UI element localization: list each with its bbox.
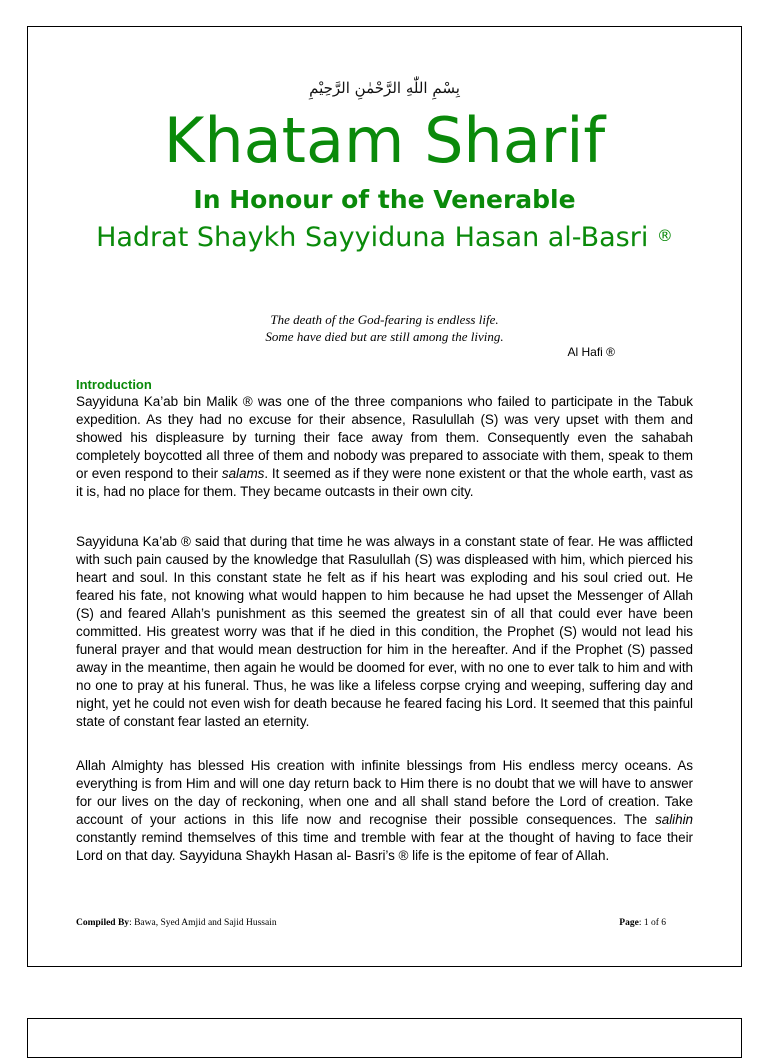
- paragraph-2: Sayyiduna Ka’ab ® said that during that time he was always in a constant state of fear. He was afflicted with such pain caused by the knowledge that Rasulullah (S) was displeased with him, which pierced his heart and soul. In this constant state he felt as if his heart was exploding and his soul cried out. He feared his fate, not knowing what would happen to him because he had upset the Messenger of Allah (S) and feared Allah’s punishment as this seemed the greatest sin of all that could ever have been committed. His greatest worry was that if he died in this condition, the Prophet (S) would not lead his funeral prayer and that would mean destruction for him in the hereafter. And if the Prophet (S) passed away in the meantime, then again he would be doomed for ever, with no one to ever talk to him and with no one to pray at his funeral. Thus, he was like a lifeless corpse crying and weeping, suffering day and night, yet he could not even wish for death because he feared facing his Lord. It seemed that this painful state of constant fear lasted an eternity.: [76, 534, 693, 729]
- page-title: Khatam Sharif: [163, 104, 606, 177]
- paragraph-1-italic: salams: [221, 466, 265, 481]
- footer-page-label: Page: [619, 918, 639, 928]
- subtitle: In Honour of the Venerable: [193, 185, 576, 214]
- footer-page-value: : 1 of 6: [638, 918, 666, 928]
- footer-compiled-value: : Bawa, Syed Amjid and Sajid Hussain: [129, 918, 277, 928]
- subtitle-name: [88, 221, 681, 255]
- paragraph-3-text-a: Allah Almighty has blessed His creation with infinite blessings from His endless mercy oceans. As everything is from Him and will one day return back to Him there is no doubt that we will have to answer for our lives on the day of reckoning, when one and all shall stand before the Lord of creation. Take account of your actions in this life now and recognise their possible consequences. The: [76, 758, 693, 827]
- paragraph-1-text-b: . It seemed as if they were none existent or that the whole earth, vast as it is, had no place for them. They became outcasts in their own city.: [76, 466, 693, 499]
- epigraph-author: Al Hafi ®: [567, 345, 615, 359]
- section-heading: Introduction: [76, 377, 152, 392]
- document-page-1: [27, 26, 742, 967]
- footer-compiled-by: [76, 918, 277, 928]
- paragraph-3-text-b: constantly remind themselves of this time and tremble with fear at the thought of having to face their Lord on that day. Sayyiduna Shaykh Hasan al- Basri’s ® life is the epitome of fear of Allah.: [76, 830, 693, 863]
- paragraph-1-text-a: Sayyiduna Ka’ab bin Malik ® was one of the three companions who failed to participate in the Tabuk expedition. As they had no excuse for their absence, Rasulullah (S) was very upset with them and showed his displeasure by turning their face away from them. Consequently even the sahabah completely boycotted all three of them and nobody was prepared to associate with them, speak to them or even respond to their: [76, 394, 693, 481]
- subtitle-name-text: Hadrat Shaykh Sayyiduna Hasan al-Basri: [96, 222, 649, 253]
- honorific-mark: ®: [656, 226, 673, 245]
- epigraph-line-2: Some have died but are still among the living.: [265, 329, 504, 344]
- footer-page-number: [619, 918, 666, 928]
- paragraph-3: [76, 757, 693, 865]
- paragraph-3-italic: salihin: [655, 812, 693, 827]
- paragraph-1: [76, 393, 693, 501]
- epigraph-line-1: The death of the God-fearing is endless life.: [270, 312, 499, 327]
- footer-compiled-label: Compiled By: [76, 918, 130, 928]
- document-page-2-edge: [27, 1018, 742, 1058]
- bismillah-calligraphy: بِسْمِ اللّٰهِ الرَّحْمٰنِ الرَّحِيْمِ: [309, 79, 460, 97]
- epigraph: [28, 311, 741, 345]
